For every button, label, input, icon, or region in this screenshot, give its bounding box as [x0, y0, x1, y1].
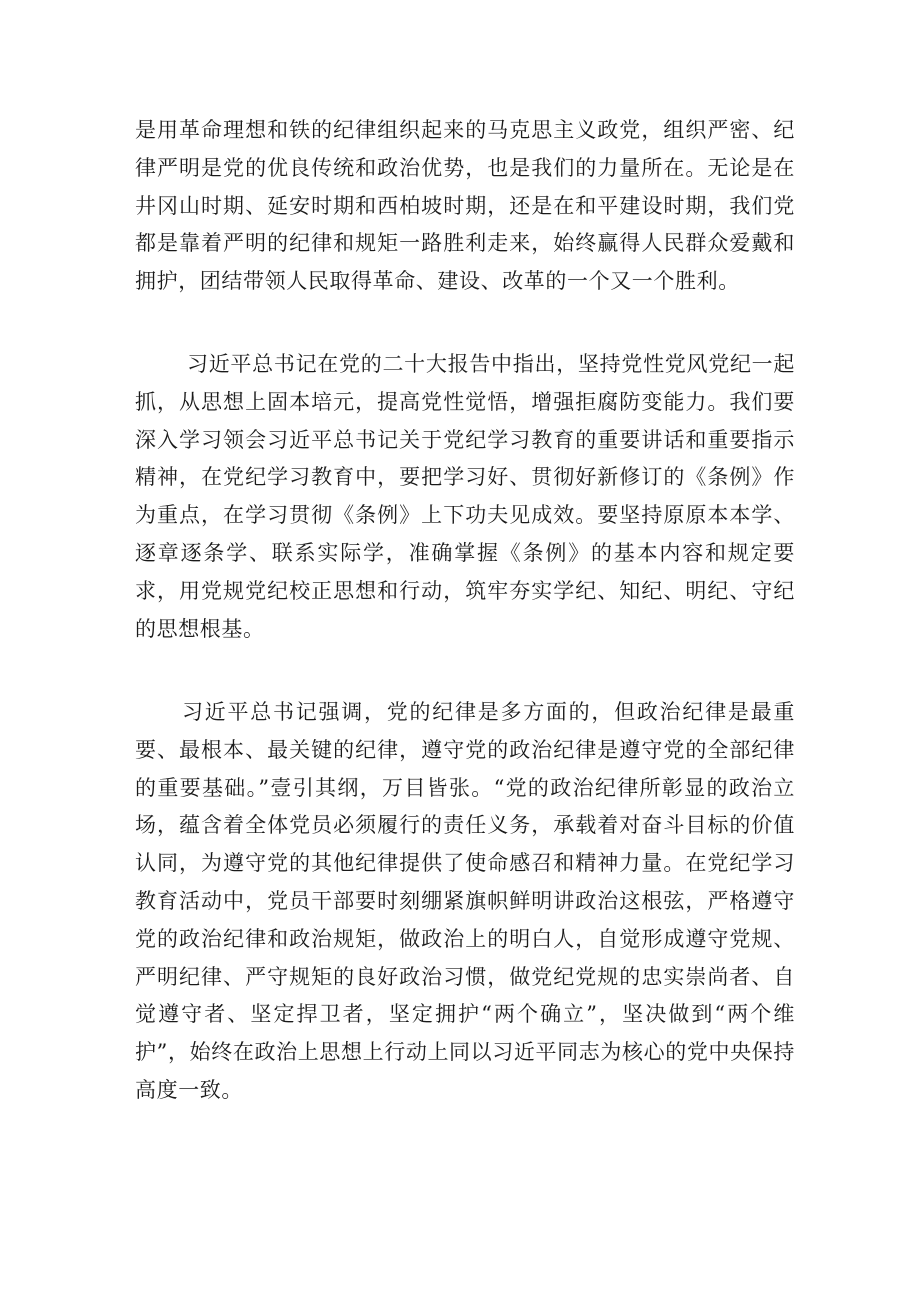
paragraph-2: 习近平总书记在党的二十大报告中指出，坚持党性党风党纪一起抓，从思想上固本培元，提高党性觉悟，增强拒腐防变能力。我们要深入学习领会习近平总书记关于党纪学习教育的重要讲话和重要指示精神，在党纪学习教育中，要把学习好、贯彻好新修订的《条例》作为重点，在学习贯彻《条例》上下功夫见成效。要坚持原原本本学、逐章逐条学、联系实际学，准确掌握《条例》的基本内容和规定要求，用党规党纪校正思想和行动，筑牢夯实学纪、知纪、明纪、守纪的思想根基。	[135, 352, 795, 641]
paragraph-1: 是用革命理想和铁的纪律组织起来的马克思主义政党，组织严密、纪律严明是党的优良传统和政治优势，也是我们的力量所在。无论是在井冈山时期、延安时期和西柏坡时期，还是在和平建设时期，我们党都是靠着严明的纪律和规矩一路胜利走来，始终赢得人民群众爱戴和拥护，团结带领人民取得革命、建设、改革的一个又一个胜利。	[135, 118, 795, 294]
paragraph-3: 习近平总书记强调，党的纪律是多方面的，但政治纪律是最重要、最根本、最关键的纪律，遵守党的政治纪律是遵守党的全部纪律的重要基础。”壹引其纲，万目皆张。“党的政治纪律所彰显的政治立场，蕴含着全体党员必须履行的责任义务，承载着对奋斗目标的价值认同，为遵守党的其他纪律提供了使命感召和精神力量。在党纪学习教育活动中，党员干部要时刻绷紧旗帜鲜明讲政治这根弦，严格遵守党的政治纪律和政治规矩，做政治上的明白人，自觉形成遵守党规、严明纪律、严守规矩的良好政治习惯，做党纪党规的忠实崇尚者、自觉遵守者、坚定捍卫者，坚定拥护“两个确立”，坚决做到“两个维护”，始终在政治上思想上行动上同以习近平同志为核心的党中央保持高度一致。	[135, 700, 795, 1102]
